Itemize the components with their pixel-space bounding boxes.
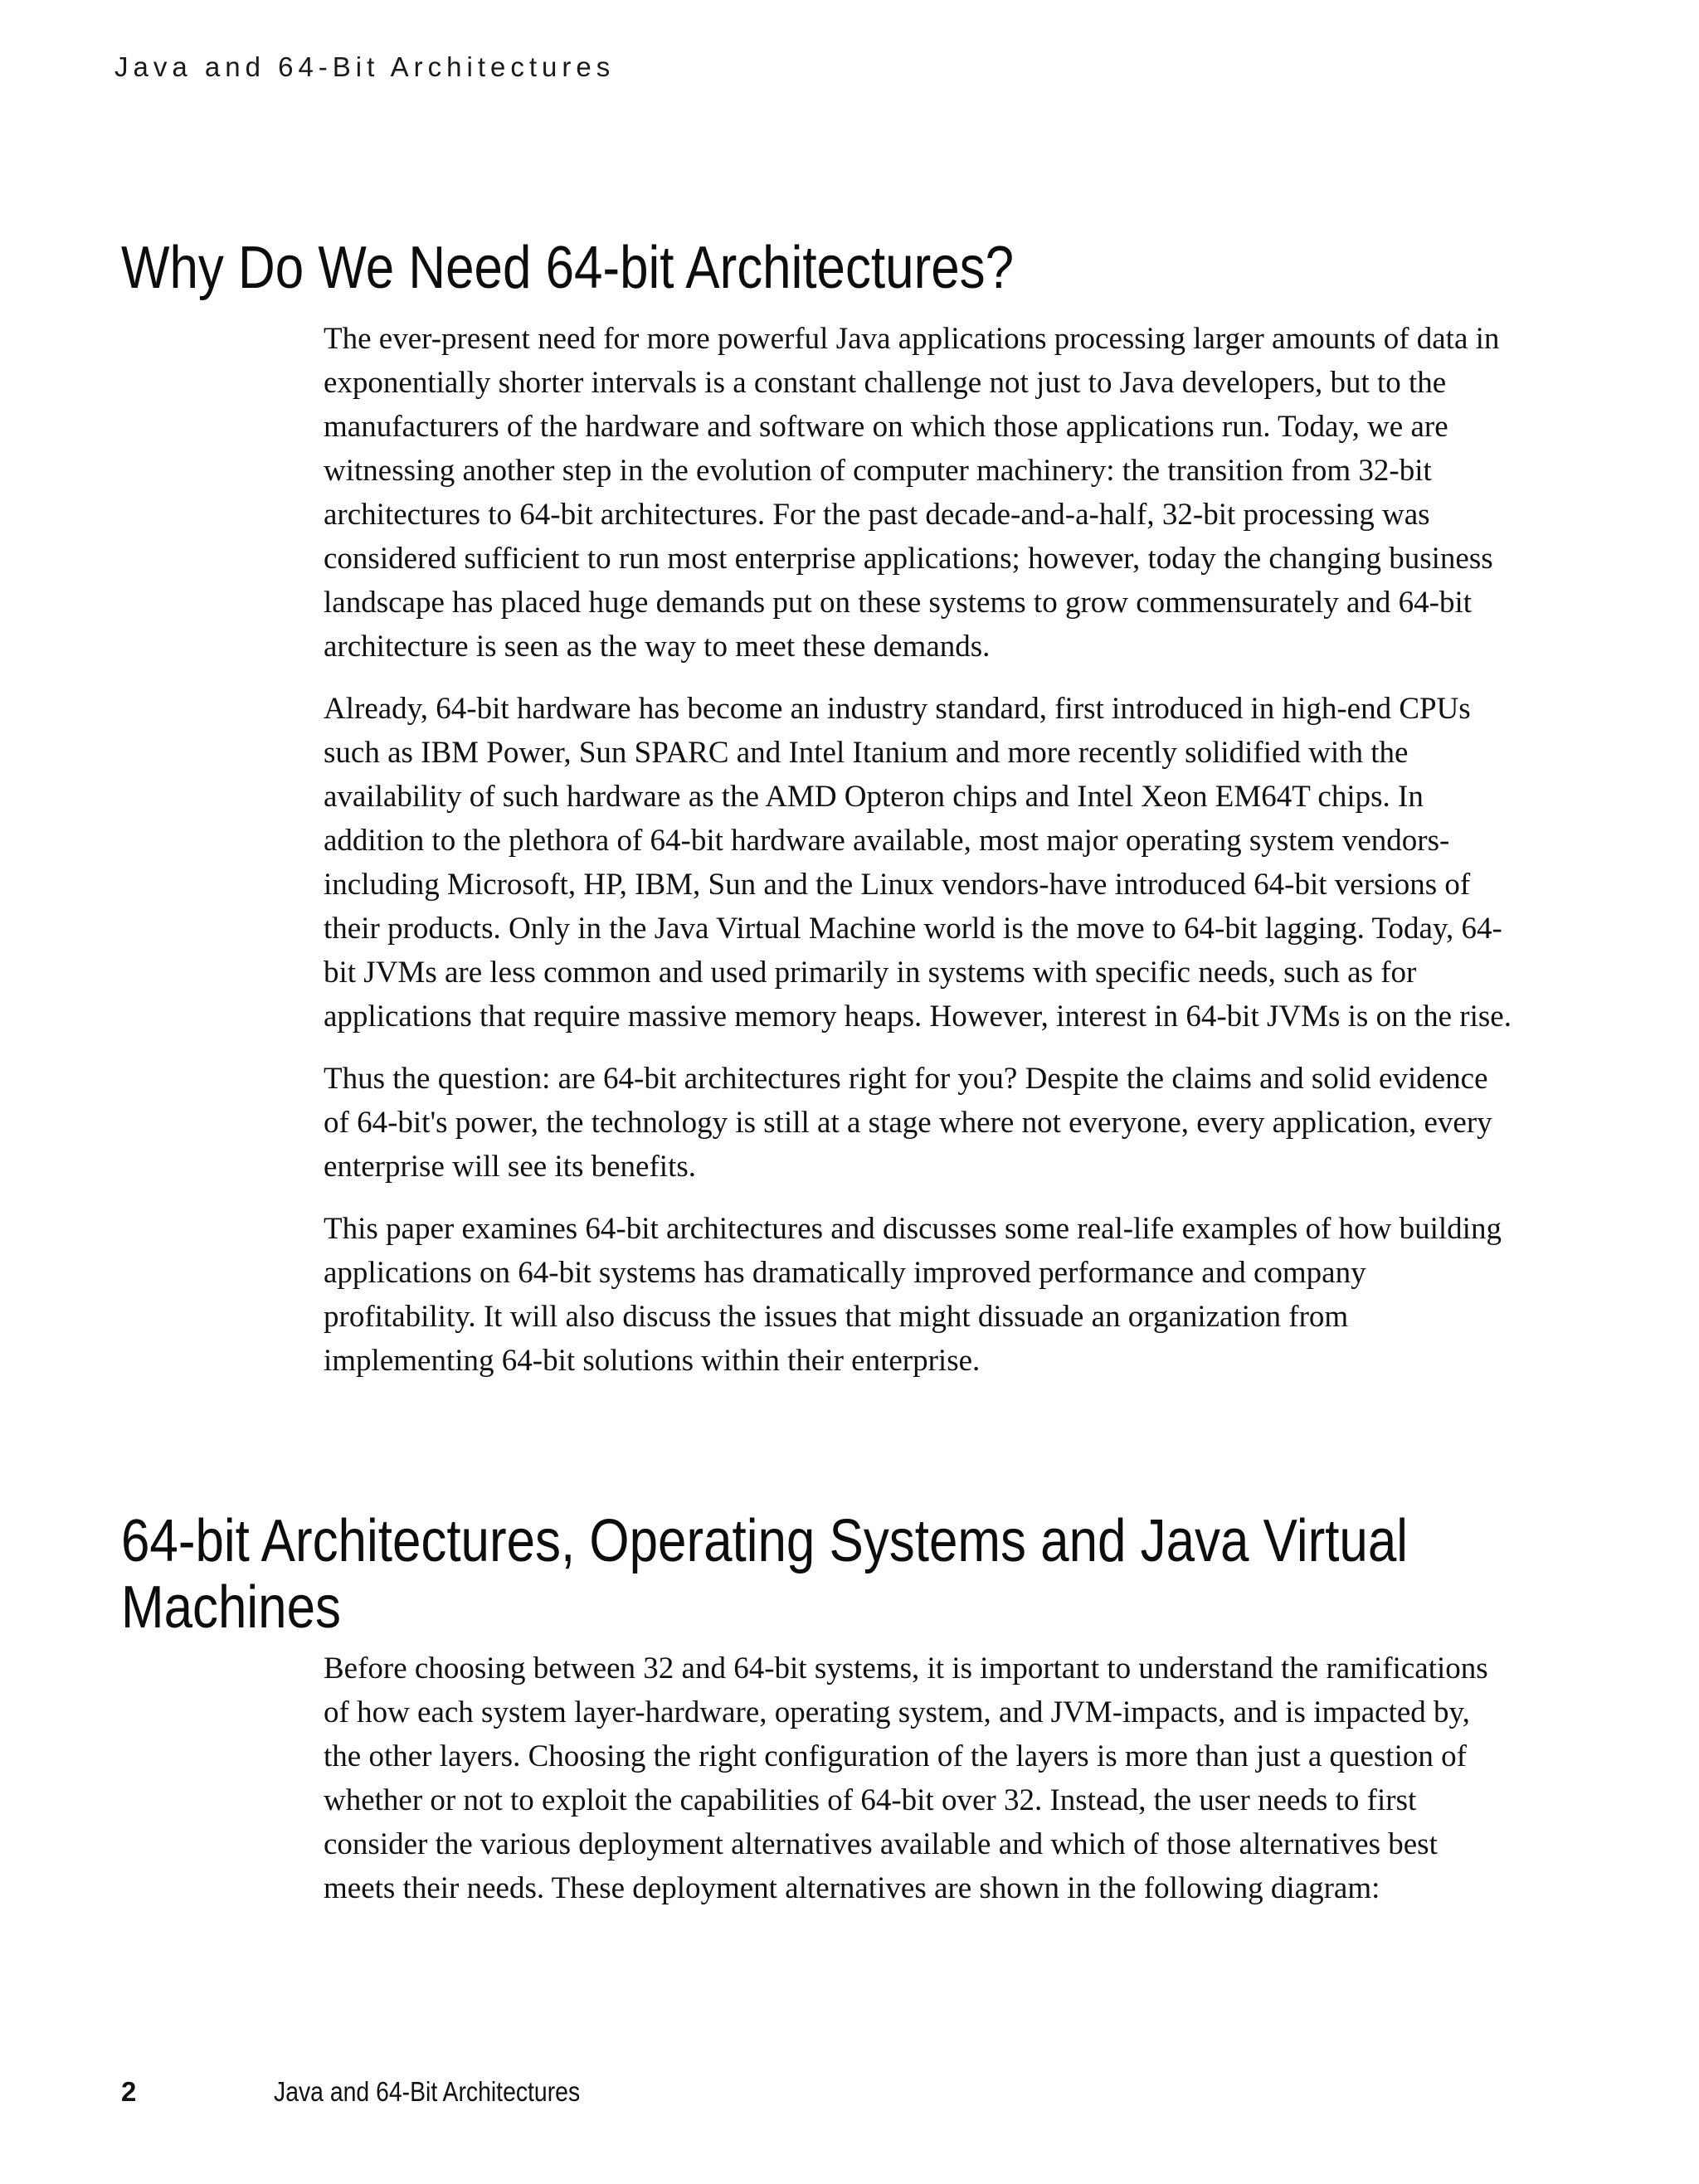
paragraph: The ever-present need for more powerful Java applications processing larger amounts of data in exponentially shorter intervals is a constant challenge not just to Java developers, but to the manufacturers of the hardware and software on which those applications run. Today, we are witnessing another step in the evolution of computer machinery: the transition from 32-bit architectures to 64-bit architectures. For the past decade-and-a-half, 32-bit processing was considered sufficient to run most enterprise applications; however, today the changing business landscape has placed huge demands put on these systems to grow commensurately and 64-bit architecture is seen as the way to meet these demands. [324,322,1500,664]
paragraph: Already, 64-bit hardware has become an industry standard, first introduced in high-end CPUs such as IBM Power, Sun SPARC and Intel Itanium and more recently solidified with the availability of such hardware as the AMD Opteron chips and Intel Xeon EM64T chips. In addition to the plethora of 64-bit hardware available, most major operating system vendors-including Microsoft, HP, IBM, Sun and the Linux vendors-have introduced 64-bit versions of their products. Only in the Java Virtual Machine world is the move to 64-bit lagging. Today, 64-bit JVMs are less common and used primarily in systems with specific needs, such as for applications that require massive memory heaps. However, interest in 64-bit JVMs is on the rise. [324,692,1512,1034]
page-number: 2 [121,2076,137,2107]
section-heading-why-64-bit: Why Do We Need 64-bit Architectures? [121,235,1015,301]
running-header: Java and 64-Bit Architectures [114,51,616,82]
heading-line: 64-bit Architectures, Operating Systems and Java Virtual [121,1508,1409,1574]
paragraph: Before choosing between 32 and 64-bit systems, it is important to understand the ramifications of how each system layer-hardware, operating system, and JVM-impacts, and is impacted by, the other layers. Choosing the right configuration of the layers is more than just a question of whether or not to exploit the capabilities of 64-bit over 32. Instead, the user needs to first consider the various deployment alternatives available and which of those alternatives best meets their needs. These deployment alternatives are shown in the following diagram: [324,1651,1488,1905]
paragraph: Thus the question: are 64-bit architectures right for you? Despite the claims and solid evidence of 64-bit's power, the technology is still at a stage where not everyone, every application, every enterprise will see its benefits. [324,1062,1492,1184]
footer-title: Java and 64-Bit Architectures [274,2076,581,2107]
section-heading-architectures-os-jvm [121,1508,1408,1641]
paragraph: This paper examines 64-bit architectures and discusses some real-life examples of how building applications on 64-bit systems has dramatically improved performance and company profitability. It will also discuss the issues that might dissuade an organization from implementing 64-bit solutions within their enterprise. [324,1212,1502,1378]
heading-line: Machines [121,1574,342,1641]
section-body-why-64-bit [324,317,1512,1401]
section-body-architectures-os-jvm [324,1647,1512,1929]
